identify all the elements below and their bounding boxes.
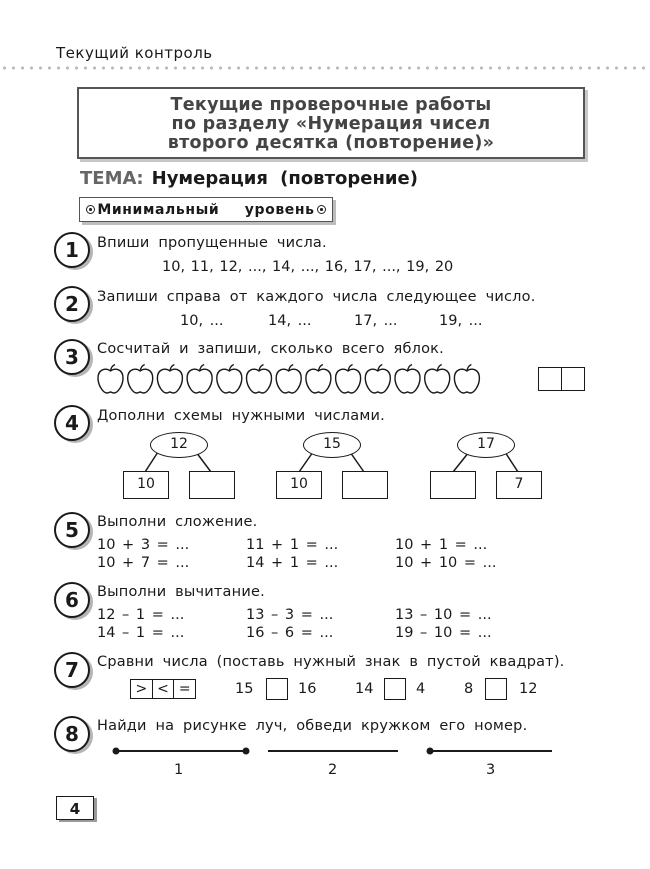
equation: 14 – 1 = ... bbox=[97, 625, 185, 641]
task-number-4: 4 bbox=[54, 405, 90, 441]
task-number-5: 5 bbox=[54, 512, 90, 548]
compare-left: 8 bbox=[464, 681, 474, 697]
less-sign: < bbox=[153, 680, 175, 698]
equal-sign: = bbox=[178, 681, 191, 697]
title-line-1: Текущие проверочные работы bbox=[170, 95, 492, 115]
topic-text: Нумерация (повторение) bbox=[151, 168, 418, 189]
task-6-text: Выполни вычитание. bbox=[97, 584, 265, 600]
equation: 19 – 10 = ... bbox=[395, 625, 492, 641]
figure-label-2[interactable]: 2 bbox=[328, 762, 338, 778]
task-1-sequence: 10, 11, 12, ..., 14, ..., 16, 17, ..., 19, 20 bbox=[162, 259, 454, 275]
task-2-item: 19, ... bbox=[439, 313, 483, 329]
equation: 12 – 1 = ... bbox=[97, 607, 185, 623]
equation: 13 – 3 = ... bbox=[246, 607, 334, 623]
task-2-item: 17, ... bbox=[354, 313, 398, 329]
task-number-3: 3 bbox=[54, 339, 90, 375]
figure-label-1[interactable]: 1 bbox=[174, 762, 184, 778]
greater-sign: > bbox=[131, 680, 153, 698]
task-2-item: 14, ... bbox=[268, 313, 312, 329]
task-3-text: Сосчитай и запиши, сколько всего яблок. bbox=[97, 341, 444, 357]
task-number-6: 6 bbox=[54, 582, 90, 618]
equation: 11 + 1 = ... bbox=[246, 537, 339, 553]
task-2-text: Запиши справа от каждого числа следующее число. bbox=[97, 289, 536, 305]
level-text: Минимальный уровень bbox=[97, 201, 315, 218]
compare-left: 14 bbox=[355, 681, 374, 697]
title-line-2: по разделу «Нумерация чисел bbox=[171, 114, 491, 134]
title-line-3: второго десятка (повторение)» bbox=[167, 133, 495, 153]
page-number: 4 bbox=[56, 796, 94, 820]
equation: 10 + 10 = ... bbox=[395, 555, 497, 571]
section-header: Текущий контроль bbox=[56, 44, 213, 62]
scheme-box-left: 10 bbox=[123, 471, 169, 499]
figure-label-3[interactable]: 3 bbox=[486, 762, 496, 778]
scheme-top-oval: 15 bbox=[303, 432, 361, 458]
task-number-1: 1 bbox=[54, 232, 90, 268]
task-2-item: 10, ... bbox=[180, 313, 224, 329]
equation: 10 + 7 = ... bbox=[97, 555, 190, 571]
task-8-text: Найди на рисунке луч, обведи кружком его номер. bbox=[97, 718, 528, 734]
task-1-text: Впиши пропущенные числа. bbox=[97, 235, 327, 251]
task-number-8: 8 bbox=[54, 716, 90, 752]
task-5-text: Выполни сложение. bbox=[97, 514, 258, 530]
task-4-text: Дополни схемы нужными числами. bbox=[97, 408, 385, 424]
equation: 10 + 3 = ... bbox=[97, 537, 190, 553]
scheme-top-oval: 17 bbox=[457, 432, 515, 458]
equation: 16 – 6 = ... bbox=[246, 625, 334, 641]
compare-right: 16 bbox=[298, 681, 317, 697]
scheme-box-right: 7 bbox=[496, 471, 542, 499]
topic-label: ТЕМА: bbox=[80, 168, 144, 189]
equation: 10 + 1 = ... bbox=[395, 537, 488, 553]
compare-left: 15 bbox=[235, 681, 254, 697]
scheme-top-oval: 12 bbox=[150, 432, 208, 458]
equation: 13 – 10 = ... bbox=[395, 607, 492, 623]
equation: 14 + 1 = ... bbox=[246, 555, 339, 571]
scheme-box-left: 10 bbox=[276, 471, 322, 499]
task-number-2: 2 bbox=[54, 286, 90, 322]
task-7-text: Сравни числа (поставь нужный знак в пустой квадрат). bbox=[97, 654, 565, 670]
compare-right: 4 bbox=[416, 681, 426, 697]
task-number-7: 7 bbox=[54, 652, 90, 688]
compare-right: 12 bbox=[519, 681, 538, 697]
